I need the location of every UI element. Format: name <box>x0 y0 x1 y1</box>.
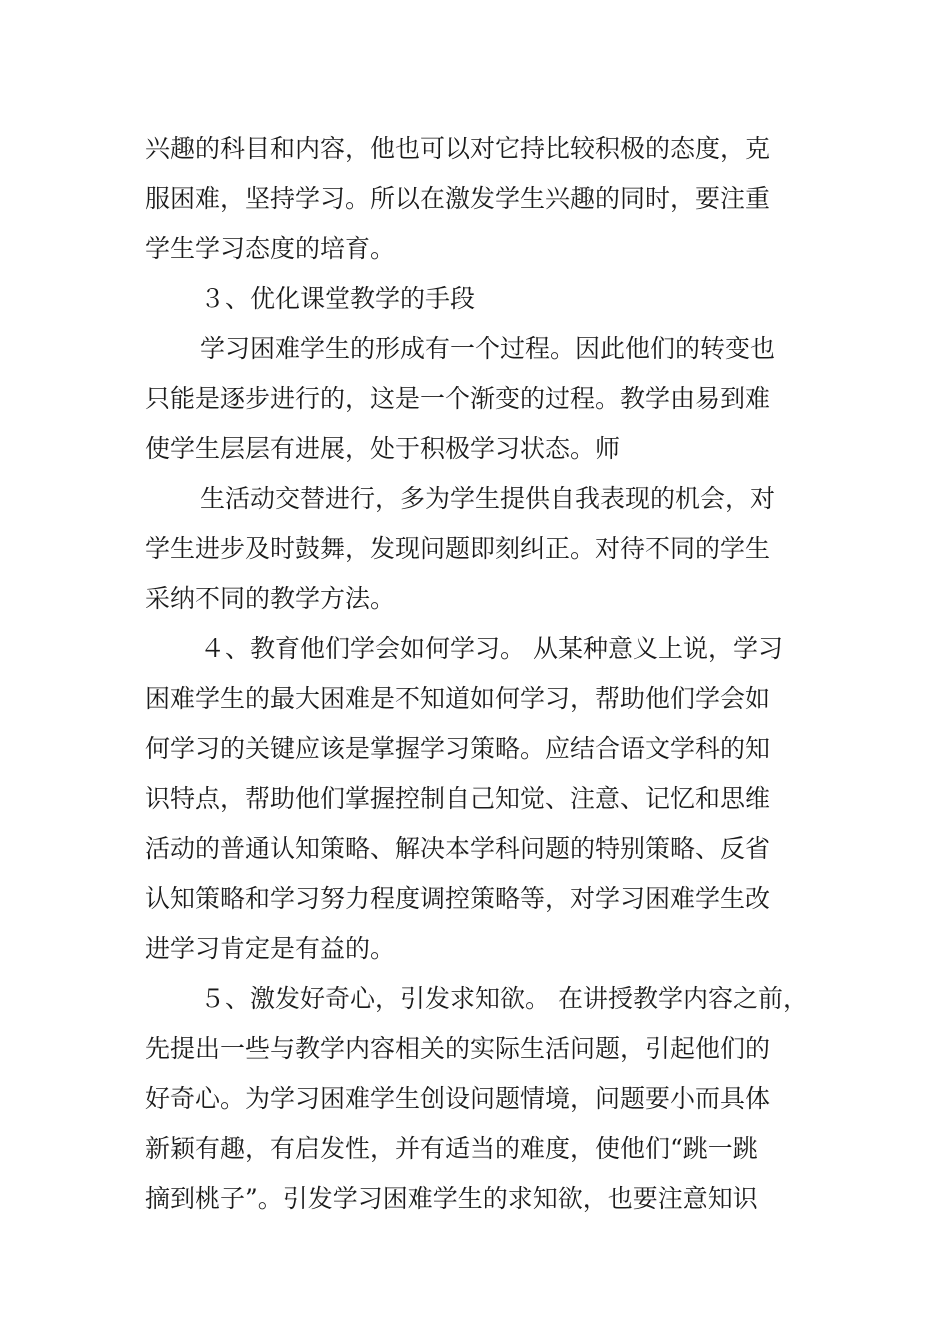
text-line: 使学生层层有进展，处于积极学习状态。师 <box>145 434 621 463</box>
text-line: 困难学生的最大困难是不知道如何学习，帮助他们学会如 <box>145 684 771 713</box>
text-line: 服困难，坚持学习。所以在激发学生兴趣的同时，要注重 <box>145 184 771 213</box>
text-line: 生活动交替进行，多为学生提供自我表现的机会，对 <box>200 484 776 513</box>
text-line: 摘到桃子”。引发学习困难学生的求知欲，也要注意知识 <box>145 1184 758 1213</box>
text-line: 采纳不同的教学方法。 <box>145 584 396 613</box>
text-line: 学生进步及时鼓舞，发现问题即刻纠正。对待不同的学生 <box>145 534 771 563</box>
section-heading: ３、优化课堂教学的手段 <box>200 284 476 313</box>
text-line: 兴趣的科目和内容，他也可以对它持比较积极的态度，克 <box>145 134 771 163</box>
text-line: 认知策略和学习努力程度调控策略等，对学习困难学生改 <box>145 884 771 913</box>
text-line: 好奇心。为学习困难学生创设问题情境，问题要小而具体 <box>145 1084 771 1113</box>
section-heading: ５、激发好奇心，引发求知欲。 在讲授教学内容之前， <box>200 984 808 1013</box>
text-line: 先提出一些与教学内容相关的实际生活问题，引起他们的 <box>145 1034 771 1063</box>
text-line: 新颖有趣，有启发性，并有适当的难度，使他们“跳一跳 <box>145 1134 758 1163</box>
text-line: 只能是逐步进行的，这是一个渐变的过程。教学由易到难 <box>145 384 771 413</box>
text-line: 学习困难学生的形成有一个过程。因此他们的转变也 <box>200 334 776 363</box>
section-heading: ４、教育他们学会如何学习。 从某种意义上说，学习 <box>200 634 783 663</box>
text-line: 学生学习态度的培育。 <box>145 234 396 263</box>
text-line: 何学习的关键应该是掌握学习策略。应结合语文学科的知 <box>145 734 771 763</box>
text-line: 活动的普通认知策略、解决本学科问题的特别策略、反省 <box>145 834 771 863</box>
text-line: 识特点，帮助他们掌握控制自己知觉、注意、记忆和思维 <box>145 784 771 813</box>
text-line: 进学习肯定是有益的。 <box>145 934 396 963</box>
